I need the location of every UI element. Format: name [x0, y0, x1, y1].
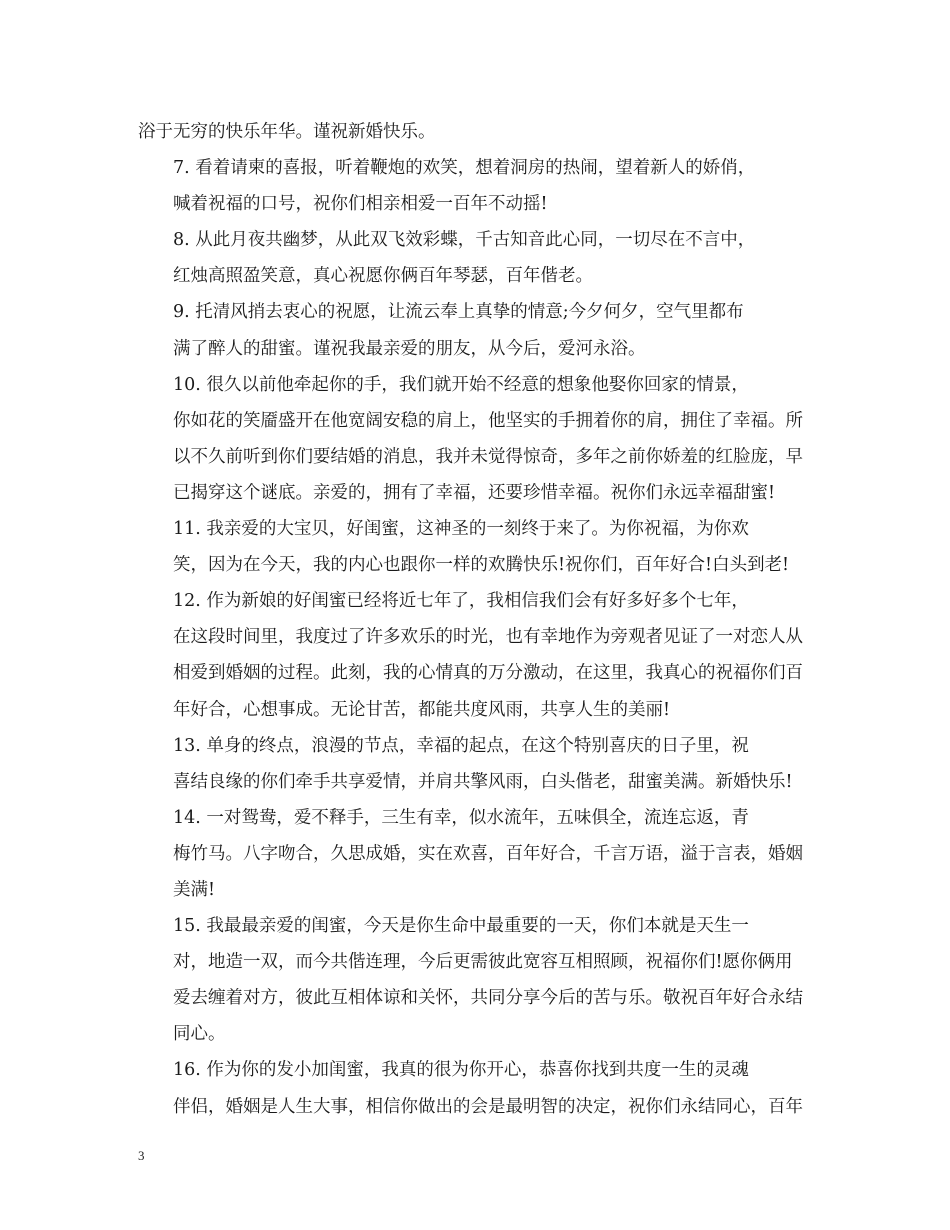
text-line: 12. 作为新娘的好闺蜜已经将近七年了，我相信我们会有好多好多个七年， [173, 591, 749, 612]
text-line: 16. 作为你的发小加闺蜜，我真的很为你开心，恭喜你找到共度一生的灵魂 [173, 1060, 749, 1081]
text-line: 7. 看着请柬的喜报，听着鞭炮的欢笑，想着洞房的热闹，望着新人的娇俏， [173, 158, 756, 179]
paragraph [138, 583, 812, 727]
paragraph [138, 908, 812, 1052]
paragraph [138, 1052, 812, 1124]
text-line: 对，地造一双，而今共偕连理，今后更需彼此宽容互相照顾，祝福你们!愿你俩用 [173, 952, 793, 973]
text-line: 喊着祝福的口号，祝你们相亲相爱一百年不动摇! [173, 194, 548, 215]
text-line: 已揭穿这个谜底。亲爱的，拥有了幸福，还要珍惜幸福。祝你们永远幸福甜蜜! [173, 482, 776, 503]
text-line: 红烛高照盈笑意，真心祝愿你俩百年琴瑟，百年偕老。 [173, 266, 593, 287]
paragraph [138, 150, 812, 222]
text-line: 10. 很久以前他牵起你的手，我们就开始不经意的想象他娶你回家的情景， [173, 374, 749, 395]
paragraph [138, 222, 812, 294]
paragraph [138, 728, 812, 800]
text-line: 笑，因为在今天，我的内心也跟你一样的欢腾快乐!祝你们，百年好合!白头到老! [173, 555, 790, 576]
text-line: 11. 我亲爱的大宝贝，好闺蜜，这神圣的一刻终于来了。为你祝福，为你欢 [173, 519, 749, 540]
text-line: 相爱到婚姻的过程。此刻，我的心情真的万分激动，在这里，我真心的祝福你们百 [173, 663, 803, 684]
text-line: 浴于无穷的快乐年华。谨祝新婚快乐。 [138, 122, 436, 142]
text-line: 9. 托清风捎去衷心的祝愿，让流云奉上真挚的情意;今夕何夕，空气里都布 [173, 302, 744, 323]
text-line: 在这段时间里，我度过了许多欢乐的时光，也有幸地作为旁观者见证了一对恋人从 [173, 627, 803, 648]
text-line: 15. 我最最亲爱的闺蜜，今天是你生命中最重要的一天，你们本就是天生一 [173, 916, 749, 937]
text-line: 以不久前听到你们要结婚的消息，我并未觉得惊奇，多年之前你娇羞的红脸庞，早 [173, 446, 803, 467]
page-number: 3 [138, 1148, 145, 1163]
text-line: 满了醉人的甜蜜。谨祝我最亲爱的朋友，从今后，爱河永浴。 [173, 338, 646, 359]
text-line: 14. 一对鸳鸯，爱不释手，三生有幸，似水流年，五味俱全，流连忘返，青 [173, 807, 749, 828]
text-line: 8. 从此月夜共幽梦，从此双飞效彩蝶，千古知音此心同，一切尽在不言中， [173, 230, 756, 251]
text-line: 你如花的笑靥盛开在他宽阔安稳的肩上，他坚实的手拥着你的肩，拥住了幸福。所 [173, 410, 803, 431]
paragraph [138, 294, 812, 366]
text-line: 年好合，心想事成。无论甘苦，都能共度风雨，共享人生的美丽! [173, 699, 671, 720]
text-line: 同心。 [173, 1024, 226, 1045]
document-body [138, 114, 812, 1125]
paragraph [138, 800, 812, 908]
text-line: 13. 单身的终点，浪漫的节点，幸福的起点，在这个特别喜庆的日子里，祝 [173, 735, 749, 756]
text-line: 梅竹马。八字吻合，久思成婚，实在欢喜，百年好合，千言万语，溢于言表，婚姻 [173, 843, 803, 864]
text-line: 喜结良缘的你们牵手共享爱情，并肩共擎风雨，白头偕老，甜蜜美满。新婚快乐! [173, 771, 793, 792]
paragraph [138, 511, 812, 583]
paragraph [138, 114, 812, 150]
text-line: 伴侣，婚姻是人生大事，相信你做出的会是最明智的决定，祝你们永结同心，百年 [173, 1096, 803, 1117]
text-line: 美满! [173, 879, 216, 900]
text-line: 爱去缠着对方，彼此互相体谅和关怀，共同分享今后的苦与乐。敬祝百年好合永结 [173, 988, 803, 1009]
paragraph [138, 367, 812, 511]
